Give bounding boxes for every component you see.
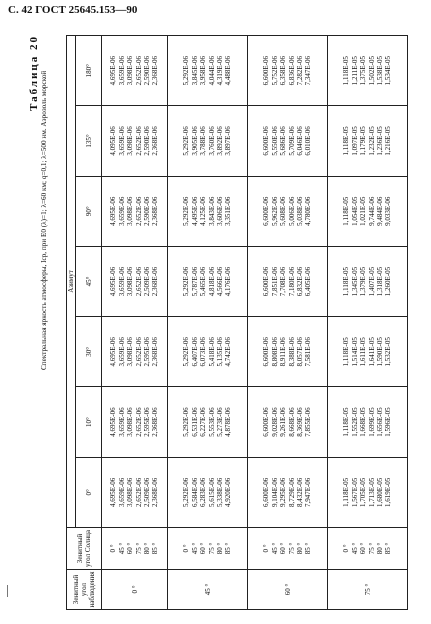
value-entry: 2,595E-06 (142, 407, 151, 437)
value-entry: 3,098E-06 (126, 196, 135, 226)
obs-angle-cell: 45 ° (168, 570, 248, 610)
sun-angle-value: 0 ° (182, 544, 191, 553)
table-row (328, 36, 408, 610)
sun-angle-value: 60 ° (279, 542, 288, 555)
header-azimuth-value: 10° (76, 387, 102, 457)
sun-angle-value: 45 ° (117, 542, 126, 555)
rotated-table-area (30, 35, 420, 610)
value-entry: 3,098E-06 (126, 126, 135, 156)
value-entry: 5,418E-06 (207, 337, 216, 367)
sun-angle-value: 45 ° (270, 542, 279, 555)
value-entry: 3,845E-06 (190, 55, 199, 86)
sun-angle-value: 45 ° (190, 542, 199, 555)
value-cell (168, 317, 248, 387)
value-entry: 1,097E-05 (350, 126, 359, 156)
value-cell (168, 106, 248, 176)
value-entry: 4,488E-06 (224, 55, 233, 86)
value-entry: 6,600E-06 (262, 126, 271, 156)
value-entry: 9,033E-06 (384, 196, 393, 226)
value-entry: 9,261E-06 (279, 407, 288, 437)
value-entry: 4,780E-06 (304, 196, 313, 226)
value-entry: 1,379E-05 (359, 266, 368, 297)
value-cell (328, 317, 408, 387)
value-entry: 6,407E-06 (190, 337, 199, 367)
sun-angle-cell (168, 528, 248, 570)
value-entry: 1,552E-05 (350, 407, 359, 437)
value-cell (328, 36, 408, 106)
value-cell (248, 106, 328, 176)
value-entry: 8,911E-06 (279, 337, 288, 367)
value-entry: 4,695E-06 (109, 477, 118, 508)
sun-angle-value: 80 ° (142, 542, 151, 555)
value-entry: 2,368E-06 (151, 477, 160, 508)
value-entry: 4,920E-06 (224, 477, 233, 508)
value-entry: 7,947E-06 (304, 477, 313, 508)
sun-angle-value: 85 ° (151, 542, 160, 555)
header-obs-angle: Зенитный угол наблюдения (67, 570, 102, 610)
value-entry: 1,375E-05 (359, 55, 368, 86)
value-entry: 4,319E-06 (215, 55, 224, 86)
value-entry: 1,179E-05 (359, 126, 368, 156)
sun-angle-value: 85 ° (304, 542, 313, 555)
value-cell (102, 36, 168, 106)
value-entry: 2,652E-06 (134, 266, 143, 297)
value-entry: 1,705E-05 (359, 477, 368, 508)
value-entry: 1,532E-05 (384, 337, 393, 367)
value-cell (248, 387, 328, 457)
sun-angle-value: 60 ° (126, 542, 135, 555)
value-entry: 1,260E-05 (384, 266, 393, 297)
table-row (102, 36, 168, 610)
sun-angle-value: 75 ° (207, 542, 216, 555)
value-cell (248, 317, 328, 387)
value-entry: 6,600E-06 (262, 337, 271, 367)
value-cell (168, 246, 248, 316)
value-cell (102, 387, 168, 457)
value-entry: 3,659E-06 (117, 477, 126, 508)
value-entry: 9,484E-06 (375, 196, 384, 226)
value-entry: 1,619E-05 (384, 477, 393, 508)
value-entry: 1,713E-05 (367, 477, 376, 508)
table-row (248, 36, 328, 610)
value-entry: 5,550E-06 (270, 126, 279, 156)
value-cell (102, 457, 168, 527)
sun-angle-value: 75 ° (134, 542, 143, 555)
value-entry: 1,054E-05 (350, 196, 359, 226)
sun-angle-value: 80 ° (215, 542, 224, 555)
value-cell (248, 457, 328, 527)
value-entry: 1,567E-05 (350, 477, 359, 508)
value-entry: 7,347E-06 (304, 55, 313, 86)
value-entry: 7,581E-06 (304, 337, 313, 367)
value-entry: 6,600E-06 (262, 266, 271, 297)
value-entry: 7,851E-06 (270, 266, 279, 297)
value-entry: 8,432E-06 (295, 477, 304, 508)
value-entry: 6,531E-06 (190, 407, 199, 437)
header-azimuth-value: 0° (76, 457, 102, 527)
value-entry: 2,590E-06 (142, 196, 151, 226)
value-entry: 1,502E-05 (367, 55, 376, 86)
value-entry: 5,292E-06 (182, 337, 191, 367)
value-cell (168, 176, 248, 246)
value-entry: 1,345E-05 (350, 266, 359, 297)
value-entry: 6,600E-06 (262, 477, 271, 508)
value-entry: 1,118E-05 (342, 126, 351, 156)
value-entry: 1,534E-05 (384, 55, 393, 86)
value-entry: 4,495E-06 (190, 196, 199, 226)
value-entry: 2,368E-06 (151, 126, 160, 156)
sun-angle-value: 85 ° (224, 542, 233, 555)
value-entry: 2,590E-06 (142, 126, 151, 156)
value-entry: 5,292E-06 (182, 126, 191, 156)
value-entry: 4,695E-06 (109, 337, 118, 367)
value-entry: 4,742E-06 (224, 337, 233, 367)
value-entry: 9,104E-06 (270, 477, 279, 508)
value-entry: 3,659E-06 (117, 126, 126, 156)
value-entry: 8,808E-06 (270, 337, 279, 367)
sun-angle-value: 80 ° (295, 542, 304, 555)
value-entry: 5,615E-06 (207, 477, 216, 508)
sun-angle-value: 75 ° (367, 542, 376, 555)
value-cell (328, 387, 408, 457)
value-entry: 2,509E-06 (142, 266, 151, 297)
value-entry: 9,028E-06 (270, 407, 279, 437)
sun-angle-cell (328, 528, 408, 570)
value-entry: 2,368E-06 (151, 407, 160, 437)
value-entry: 1,596E-05 (384, 407, 393, 437)
value-entry: 4,695E-06 (109, 196, 118, 226)
value-entry: 6,836E-06 (287, 55, 296, 86)
value-entry: 6,584E-06 (190, 477, 199, 508)
value-entry: 2,368E-06 (151, 55, 160, 86)
value-entry: 6,600E-06 (262, 196, 271, 226)
header-azimuth-value: 180° (76, 36, 102, 106)
value-entry: 9,744E-06 (367, 196, 376, 226)
value-entry: 1,699E-05 (367, 407, 376, 437)
value-entry: 5,962E-06 (270, 196, 279, 226)
table-row (168, 36, 248, 610)
value-entry: 2,595E-06 (142, 337, 151, 367)
value-cell (248, 176, 328, 246)
value-entry: 1,216E-05 (384, 126, 393, 156)
value-entry: 3,905E-06 (190, 126, 199, 156)
table-caption: Таблица 20 (28, 35, 40, 111)
value-entry: 1,118E-05 (342, 196, 351, 226)
value-entry: 1,118E-05 (342, 266, 351, 297)
value-entry: 6,010E-06 (304, 126, 313, 156)
value-cell (328, 176, 408, 246)
value-entry: 2,509E-06 (142, 477, 151, 508)
sun-angle-value: 60 ° (199, 542, 208, 555)
header-azimuth-value: 45° (76, 246, 102, 316)
value-cell (168, 36, 248, 106)
value-entry: 4,566E-06 (215, 266, 224, 297)
value-entry: 7,708E-06 (279, 266, 288, 297)
value-entry: 1,538E-05 (375, 55, 384, 86)
value-cell (328, 246, 408, 316)
value-entry: 3,659E-06 (117, 266, 126, 297)
value-entry: 3,760E-06 (207, 126, 216, 156)
value-entry: 8,057E-06 (295, 337, 304, 367)
value-entry: 6,046E-06 (295, 126, 304, 156)
value-entry: 4,095E-06 (109, 126, 118, 156)
value-entry: 5,787E-06 (190, 266, 199, 297)
value-entry: 3,788E-06 (199, 126, 208, 156)
value-entry: 5,553E-06 (207, 407, 216, 437)
value-entry: 7,282E-06 (295, 55, 304, 86)
value-entry: 1,118E-05 (342, 56, 351, 86)
value-entry: 1,680E-05 (375, 477, 384, 508)
value-entry: 2,652E-06 (134, 55, 143, 86)
sun-angle-cell (248, 528, 328, 570)
value-entry: 3,897E-06 (224, 126, 233, 156)
sun-angle-value: 60 ° (359, 542, 368, 555)
value-entry: 2,590E-06 (142, 55, 151, 86)
value-entry: 1,211E-05 (350, 56, 359, 86)
value-entry: 6,283E-06 (199, 477, 208, 508)
sun-angle-cell (102, 528, 168, 570)
value-cell (248, 36, 328, 106)
obs-angle-cell: 0 ° (102, 570, 168, 610)
value-entry: 1,514E-05 (350, 337, 359, 367)
header-azimuth-value: 30° (76, 317, 102, 387)
value-entry: 7,855E-06 (304, 407, 313, 437)
value-entry: 2,368E-06 (151, 337, 160, 367)
value-entry: 5,338E-06 (215, 477, 224, 508)
value-entry: 8,369E-06 (295, 407, 304, 437)
sun-angle-value: 80 ° (375, 542, 384, 555)
value-entry: 2,652E-06 (134, 337, 143, 367)
value-entry: 3,098E-06 (126, 266, 135, 297)
value-entry: 3,659E-06 (117, 196, 126, 226)
value-entry: 5,465E-06 (199, 266, 208, 297)
value-entry: 6,073E-06 (199, 337, 208, 367)
value-entry: 5,292E-06 (182, 196, 191, 226)
value-cell (248, 246, 328, 316)
data-table (66, 35, 408, 610)
obs-angle-cell: 75 ° (328, 570, 408, 610)
value-entry: 1,236E-05 (375, 126, 384, 156)
value-entry: 1,407E-05 (367, 266, 376, 297)
value-entry: 1,021E-05 (359, 196, 368, 226)
value-entry: 4,125E-06 (199, 196, 208, 226)
sun-angle-value: 75 ° (287, 542, 296, 555)
value-entry: 8,729E-06 (287, 477, 296, 508)
value-entry: 3,098E-06 (126, 477, 135, 508)
value-entry: 5,273E-06 (215, 407, 224, 437)
sun-angle-value: 0 ° (109, 544, 118, 553)
value-entry: 1,656E-05 (375, 407, 384, 437)
value-entry: 2,652E-06 (134, 407, 143, 437)
value-entry: 3,606E-06 (215, 196, 224, 226)
value-entry: 2,652E-06 (134, 477, 143, 508)
value-entry: 8,388E-06 (287, 337, 296, 367)
sun-angle-value: 0 ° (262, 544, 271, 553)
value-entry: 5,135E-06 (215, 337, 224, 367)
value-entry: 3,892E-06 (215, 126, 224, 156)
value-entry: 1,668E-05 (359, 407, 368, 437)
header-azimuth-value: 135° (76, 106, 102, 176)
value-entry: 4,878E-06 (224, 407, 233, 437)
value-entry: 1,611E-05 (359, 337, 368, 367)
value-entry: 3,351E-06 (224, 196, 233, 226)
value-entry: 4,695E-06 (109, 407, 118, 437)
header-sun-angle: Зенитный угол Солнца (67, 528, 102, 570)
value-cell (102, 106, 168, 176)
sun-angle-value: 45 ° (350, 542, 359, 555)
value-entry: 4,818E-06 (207, 266, 216, 297)
value-cell (102, 317, 168, 387)
value-entry: 4,695E-06 (109, 266, 118, 297)
value-entry: 7,180E-06 (287, 266, 296, 297)
value-entry: 5,686E-06 (279, 126, 288, 156)
value-entry: 6,358E-06 (279, 55, 288, 86)
value-entry: 1,590E-05 (375, 337, 384, 367)
value-entry: 3,659E-06 (117, 337, 126, 367)
value-entry: 3,098E-06 (126, 407, 135, 437)
value-cell (102, 176, 168, 246)
value-cell (168, 457, 248, 527)
obs-angle-cell: 60 ° (248, 570, 328, 610)
header-azimuth: Азимут (67, 36, 76, 528)
table-title: Спектральная яркость атмосферы, Iср, при E0 (λ)=1; λ=60 км; q=0,1; λ=500 нм. Аэрозоль морской (40, 70, 48, 370)
value-entry: 1,118E-05 (342, 477, 351, 507)
value-entry: 2,652E-06 (134, 126, 143, 156)
margin-mark (7, 585, 8, 597)
value-entry: 3,958E-06 (199, 55, 208, 86)
value-entry: 8,668E-06 (287, 407, 296, 437)
value-entry: 5,709E-06 (287, 126, 296, 156)
value-cell (168, 387, 248, 457)
value-entry: 6,600E-06 (262, 407, 271, 437)
value-entry: 6,227E-06 (199, 407, 208, 437)
value-entry: 6,600E-06 (262, 55, 271, 86)
value-entry: 5,038E-06 (295, 196, 304, 226)
value-entry: 2,368E-06 (151, 266, 160, 297)
sun-angle-value: 85 ° (384, 542, 393, 555)
value-entry: 5,292E-06 (182, 266, 191, 297)
value-entry: 5,292E-06 (182, 477, 191, 508)
value-entry: 3,098E-06 (126, 337, 135, 367)
value-entry: 4,695E-06 (109, 55, 118, 86)
value-entry: 1,641E-05 (367, 337, 376, 367)
value-entry: 1,118E-05 (342, 337, 351, 367)
value-entry: 4,044E-06 (207, 55, 216, 86)
sun-angle-value: 0 ° (342, 544, 351, 553)
value-entry: 3,659E-06 (117, 55, 126, 86)
value-entry: 5,292E-06 (182, 407, 191, 437)
value-entry: 2,652E-06 (134, 196, 143, 226)
value-entry: 5,292E-06 (182, 55, 191, 86)
value-entry: 2,368E-06 (151, 196, 160, 226)
value-entry: 1,118E-05 (342, 407, 351, 437)
value-entry: 1,318E-05 (375, 266, 384, 297)
value-cell (102, 246, 168, 316)
value-entry: 3,098E-06 (126, 55, 135, 86)
value-entry: 1,232E-05 (367, 126, 376, 156)
header-azimuth-value: 90° (76, 176, 102, 246)
value-entry: 4,176E-06 (224, 266, 233, 297)
value-cell (328, 106, 408, 176)
page-header: С. 42 ГОСТ 25645.153—90 (8, 4, 138, 16)
value-entry: 9,295E-06 (279, 477, 288, 508)
value-entry: 6,832E-06 (295, 266, 304, 297)
value-entry: 5,752E-06 (270, 55, 279, 86)
value-entry: 5,006E-06 (287, 196, 296, 226)
value-entry: 6,405E-06 (304, 266, 313, 297)
value-entry: 3,843E-06 (207, 196, 216, 226)
value-entry: 5,608E-06 (279, 196, 288, 226)
value-entry: 3,659E-06 (117, 407, 126, 437)
value-cell (328, 457, 408, 527)
